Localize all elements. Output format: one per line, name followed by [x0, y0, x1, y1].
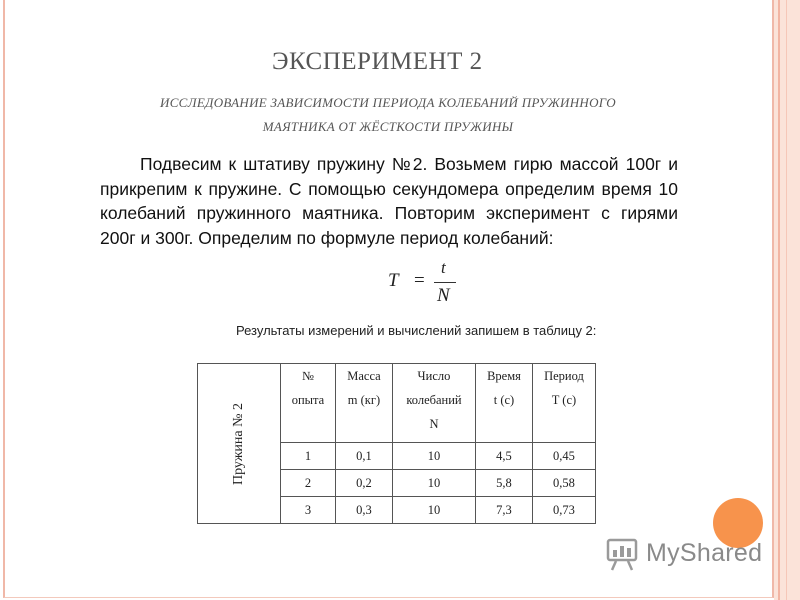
band-line [778, 0, 780, 600]
table-cell: 10 [392, 470, 475, 497]
row-group-label: Пружина № 2 [230, 402, 246, 485]
table-cell: 2 [280, 470, 335, 497]
header-text: колебаний [406, 393, 462, 407]
header-text: Число [417, 369, 451, 383]
header-text: t (с) [493, 393, 515, 407]
table-cell: 7,3 [475, 497, 532, 524]
table-cell: 5,8 [475, 470, 532, 497]
logo-text: MyShared [646, 539, 763, 567]
formula-lhs: T [388, 270, 399, 291]
table-caption: Результаты измерений и вычислений запишем в таблицу 2: [236, 323, 597, 338]
instruction-paragraph [100, 152, 678, 250]
table-header-row [198, 364, 596, 443]
decorative-band [774, 0, 800, 600]
header-text: опыта [291, 393, 325, 407]
table-cell: 3 [280, 497, 335, 524]
header-text: № [302, 369, 314, 383]
header-text: m (кг) [347, 393, 381, 407]
header-text: Период [544, 369, 584, 383]
header-text: N [429, 417, 439, 431]
header-cell [335, 364, 392, 443]
results-table [197, 363, 596, 524]
table-cell: 4,5 [475, 443, 532, 470]
header-cell [475, 364, 532, 443]
table-cell: 10 [392, 497, 475, 524]
header-cell [392, 364, 475, 443]
formula-numerator: t [441, 258, 446, 277]
header-text: T (с) [551, 393, 577, 407]
header-cell [280, 364, 335, 443]
slide-subtitle [78, 91, 698, 139]
table-cell: 1 [280, 443, 335, 470]
subtitle-line-1: ИССЛЕДОВАНИЕ ЗАВИСИМОСТИ ПЕРИОДА КОЛЕБАНИЙ ПРУЖИННОГО [160, 95, 616, 110]
table-cell: 10 [392, 443, 475, 470]
band-line [786, 0, 787, 600]
header-cell [532, 364, 595, 443]
formula-denominator: N [437, 285, 450, 306]
table-cell: 0,73 [532, 497, 595, 524]
formula-equals: = [414, 270, 425, 291]
period-formula [388, 258, 468, 308]
subtitle-line-2: МАЯТНИКА ОТ ЖЁСТКОСТИ ПРУЖИНЫ [262, 119, 514, 134]
logo-mark-icon [606, 537, 640, 571]
paragraph-text: Подвесим к штативу пружину №2. Возьмем гирю массой 100г и прикрепим к пружине. С помощью секундомера определим время 10 колебаний пружинного маятника. Повторим эксперимент с гирями 200г и 300г. Определим по формуле период колебаний: [100, 154, 678, 248]
myshared-logo [606, 535, 766, 575]
header-text: Масса [347, 369, 381, 383]
slide-title: ЭКСПЕРИМЕНТ 2 [272, 48, 483, 75]
table-cell: 0,2 [335, 470, 392, 497]
table-cell: 0,3 [335, 497, 392, 524]
table-cell: 0,58 [532, 470, 595, 497]
row-group-label-cell [198, 364, 281, 524]
header-text: Время [487, 369, 521, 383]
fraction-bar [434, 282, 456, 283]
table-cell: 0,45 [532, 443, 595, 470]
table-cell: 0,1 [335, 443, 392, 470]
